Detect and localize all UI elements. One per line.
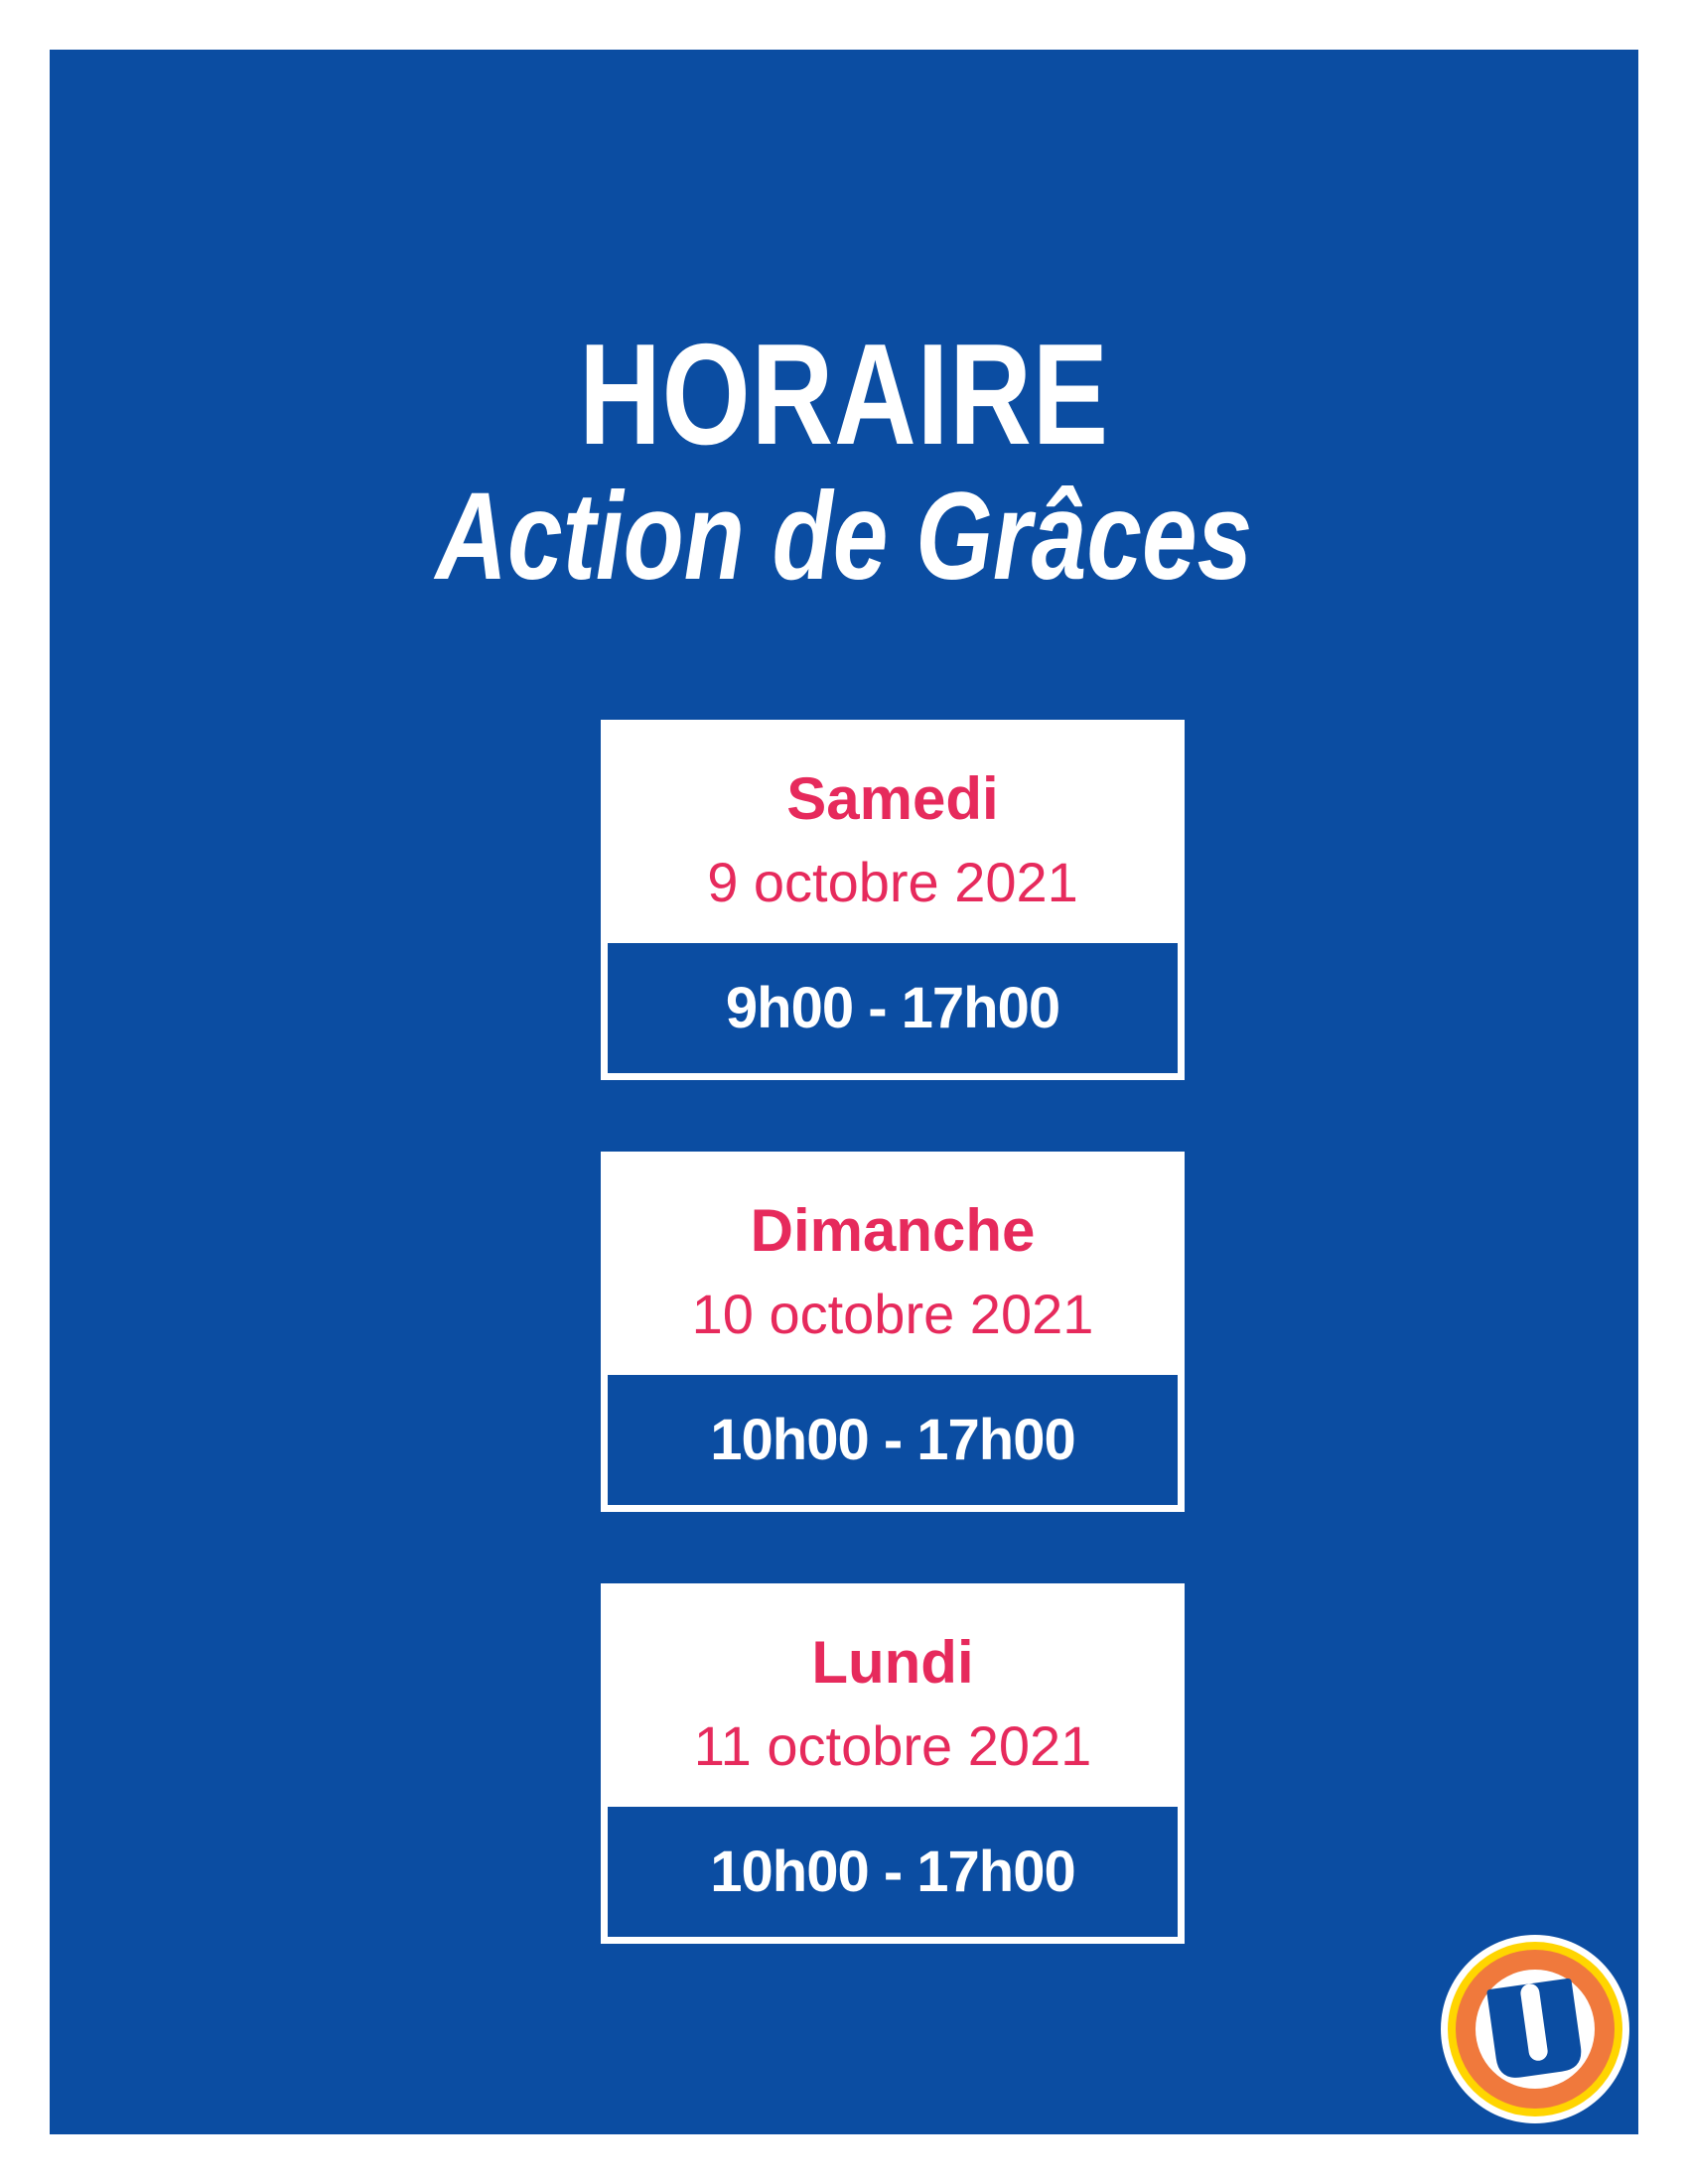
schedule-card-samedi [601, 720, 1185, 1080]
poster-background [50, 50, 1638, 2134]
date-label: 9 octobre 2021 [707, 851, 1078, 913]
hours-bar [608, 1807, 1178, 1937]
date-label: 10 octobre 2021 [691, 1283, 1094, 1345]
day-label: Lundi [811, 1629, 974, 1696]
day-label: Dimanche [750, 1197, 1036, 1264]
hours-label: 9h00 - 17h00 [725, 976, 1060, 1040]
page-subtitle: Action de Grâces [435, 468, 1253, 606]
hours-label: 10h00 - 17h00 [710, 1408, 1075, 1472]
schedule-card-lundi [601, 1583, 1185, 1944]
day-label: Samedi [786, 765, 999, 832]
hours-bar [608, 1375, 1178, 1505]
hours-bar [608, 943, 1178, 1073]
hours-label: 10h00 - 17h00 [710, 1840, 1075, 1904]
uniprix-u-logo-icon [1440, 1934, 1630, 2124]
schedule-card-dimanche [601, 1152, 1185, 1512]
page-title: HORAIRE [579, 314, 1109, 475]
title-block [50, 314, 1638, 606]
date-label: 11 octobre 2021 [693, 1714, 1092, 1777]
